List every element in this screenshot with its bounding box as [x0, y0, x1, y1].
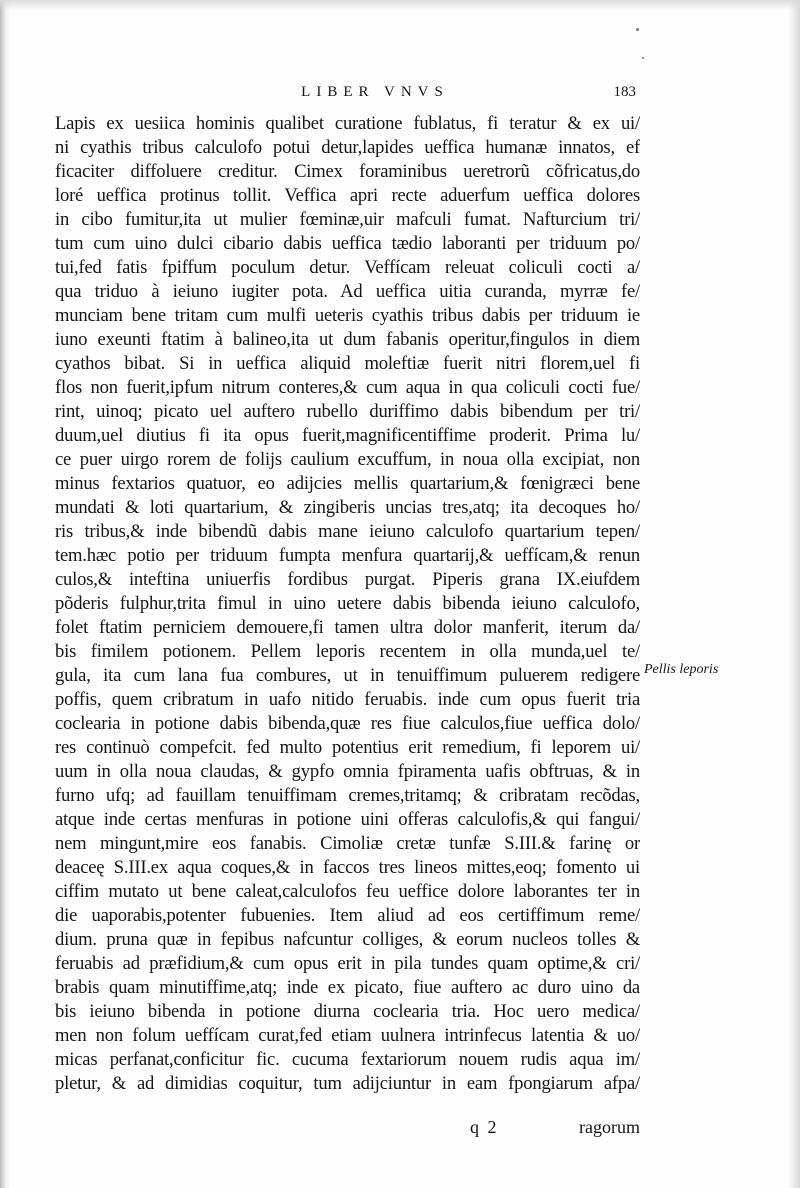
text-line: ce puer uirgo rorem de folijs caulium excuffum, in noua olla excipiat, non — [55, 449, 640, 470]
text-line: minus fextarios quatuor, eo adijcies mellis quartarium,& fœnigræci bene — [55, 473, 640, 494]
text-line: res continuò compefcit. fed multo potentius erit remedium, fi leporem ui/ — [55, 737, 640, 758]
text-line: dium. pruna quæ in fepibus nafcuntur colliges, & eorum nucleos tolles & — [55, 929, 640, 950]
text-line: furno ufq; ad fauillam tenuiffimam cremes,tritamq; & cribratam recõdas, — [55, 785, 640, 806]
text-line: atque inde certas menfuras in potione uini offeras calculofis,& qui fangui/ — [55, 809, 640, 830]
text-line: tui,fed fatis fpiffum poculum detur. Veffícam releuat coliculi cocti a/ — [55, 257, 640, 278]
text-line: bis ieiuno bibenda in potione diurna coclearia tria. Hoc uero medica/ — [55, 1001, 640, 1022]
text-line: coclearia in potione dabis bibenda,quæ res fiue calculos,fiue ueffica dolo/ — [55, 713, 640, 734]
paper-speck — [642, 57, 644, 59]
text-line: deaceę S.III.ex aqua coques,& in faccos tres lineos mittes,eoq; fomento ui — [55, 857, 640, 878]
main-text — [55, 112, 640, 1096]
text-line: uum in olla noua claudas, & gypfo omnia fpiramenta uafis obftruas, & in — [55, 761, 640, 782]
text-line: rint, uinoq; picato uel auftero rubello duriffimo dabis bibendum per tri/ — [55, 401, 640, 422]
signature-mark: q 2 — [470, 1117, 499, 1137]
text-line: die uaporabis,potenter fubuenies. Item aliud ad eos certiffimum reme/ — [55, 905, 640, 926]
text-line: põderis fulphur,trita fimul in uino uetere dabis bibenda ieiuno calculofo, — [55, 593, 640, 614]
text-line: tum cum uino dulci cibario dabis ueffica tædio laboranti per triduum po/ — [55, 233, 640, 254]
text-line: culos,& inteftina uniuerfis fordibus purgat. Piperis grana IX.eiufdem — [55, 569, 640, 590]
text-line: nem mingunt,mire eos fanabis. Cimoliæ cretæ tunfæ S.III.& farinę or — [55, 833, 640, 854]
text-line: Lapis ex uesiica hominis qualibet curatione fublatus, fi teratur & ex ui/ — [55, 113, 640, 134]
page-number: 183 — [613, 84, 636, 100]
text-line: in cibo fumitur,ita ut mulier fœminæ,uir mafculi fumat. Nafturcium tri/ — [55, 209, 640, 230]
text-line: ficaciter diffoluere creditur. Cimex foraminibus ueretrorũ cõfricatus,do — [55, 161, 640, 182]
text-line: tem.hæc potio per triduum fumpta menfura quartarij,& ueffícam,& renun — [55, 545, 640, 566]
text-line: duum,uel diutius fi ita opus fuerit,magnificentiffime proderit. Prima lu/ — [55, 425, 640, 446]
gutter-shadow — [0, 0, 10, 1188]
text-line: men non folum ueffícam curat,fed etiam uulnera intrinfecus latentia & uo/ — [55, 1025, 640, 1046]
text-line: micas perfanat,conficitur fic. cucuma fextariorum nouem rudis aqua im/ — [55, 1049, 640, 1070]
text-line: munciam bene tritam cum mulfi ueteris cyathis tribus dabis per triduum ie — [55, 305, 640, 326]
text-line: gula, ita cum lana fua combures, ut in tenuiffimum puluerem redigere — [55, 665, 640, 686]
text-line: qua triduo à ieiuno iugiter pota. Ad ueffica uitia curanda, myrræ fe/ — [55, 281, 640, 302]
top-edge-shadow — [0, 0, 800, 10]
paper-speck — [636, 28, 639, 31]
text-line: ris tribus,& inde bibendũ dabis mane ieiuno calculofo quartarium tepen/ — [55, 521, 640, 542]
text-line: pletur, & ad dimidias coquitur, tum adijciuntur in eam fpongiarum afpa/ — [55, 1073, 640, 1094]
text-line: ni cyathis tribus calculofo potui detur,lapides ueffica humanæ innatos, ef — [55, 137, 640, 158]
text-line: flos non fuerit,ipfum nitrum conteres,& cum aqua in qua coliculi cocti fue/ — [55, 377, 640, 398]
text-line: ciffim mutato ut bene caleat,calculofos feu ueffice dolore laborantes ter in — [55, 881, 640, 902]
text-line: loré ueffica protinus tollit. Veffica apri recte aduerfum ueffica dolores — [55, 185, 640, 206]
marginal-note: Pellis leporis — [644, 662, 719, 677]
catchword: ragorum — [579, 1117, 640, 1137]
text-line: iuno exeunti ftatim à balineo,ita ut dum fabanis operitur,fingulos in diem — [55, 329, 640, 350]
text-line: folet ftatim perniciem demouere,fi tamen ultra dolor manferit, iterum da/ — [55, 617, 640, 638]
page-footer — [470, 1117, 640, 1141]
text-line: brabis quam minutiffime,atq; inde ex picato, fiue auftero ac duro uino da — [55, 977, 640, 998]
running-head: LIBER VNVS — [301, 84, 449, 100]
text-line: poffis, quem cribratum in uafo nitido feruabis. inde cum opus fuerit tria — [55, 689, 640, 710]
text-line: bis fimilem potionem. Pellem leporis recentem in olla munda,uel te/ — [55, 641, 640, 662]
text-line: mundati & loti quartarium, & zingiberis uncias tres,atq; ita decoques ho/ — [55, 497, 640, 518]
text-line: feruabis ad præfidium,& cum opus erit in pila tundes quam optime,& cri/ — [55, 953, 640, 974]
right-edge-shadow — [788, 0, 800, 1188]
text-line: cyathos bibat. Si in ueffica aliquid moleftiæ fuerit nitri florem,uel fi — [55, 353, 640, 374]
